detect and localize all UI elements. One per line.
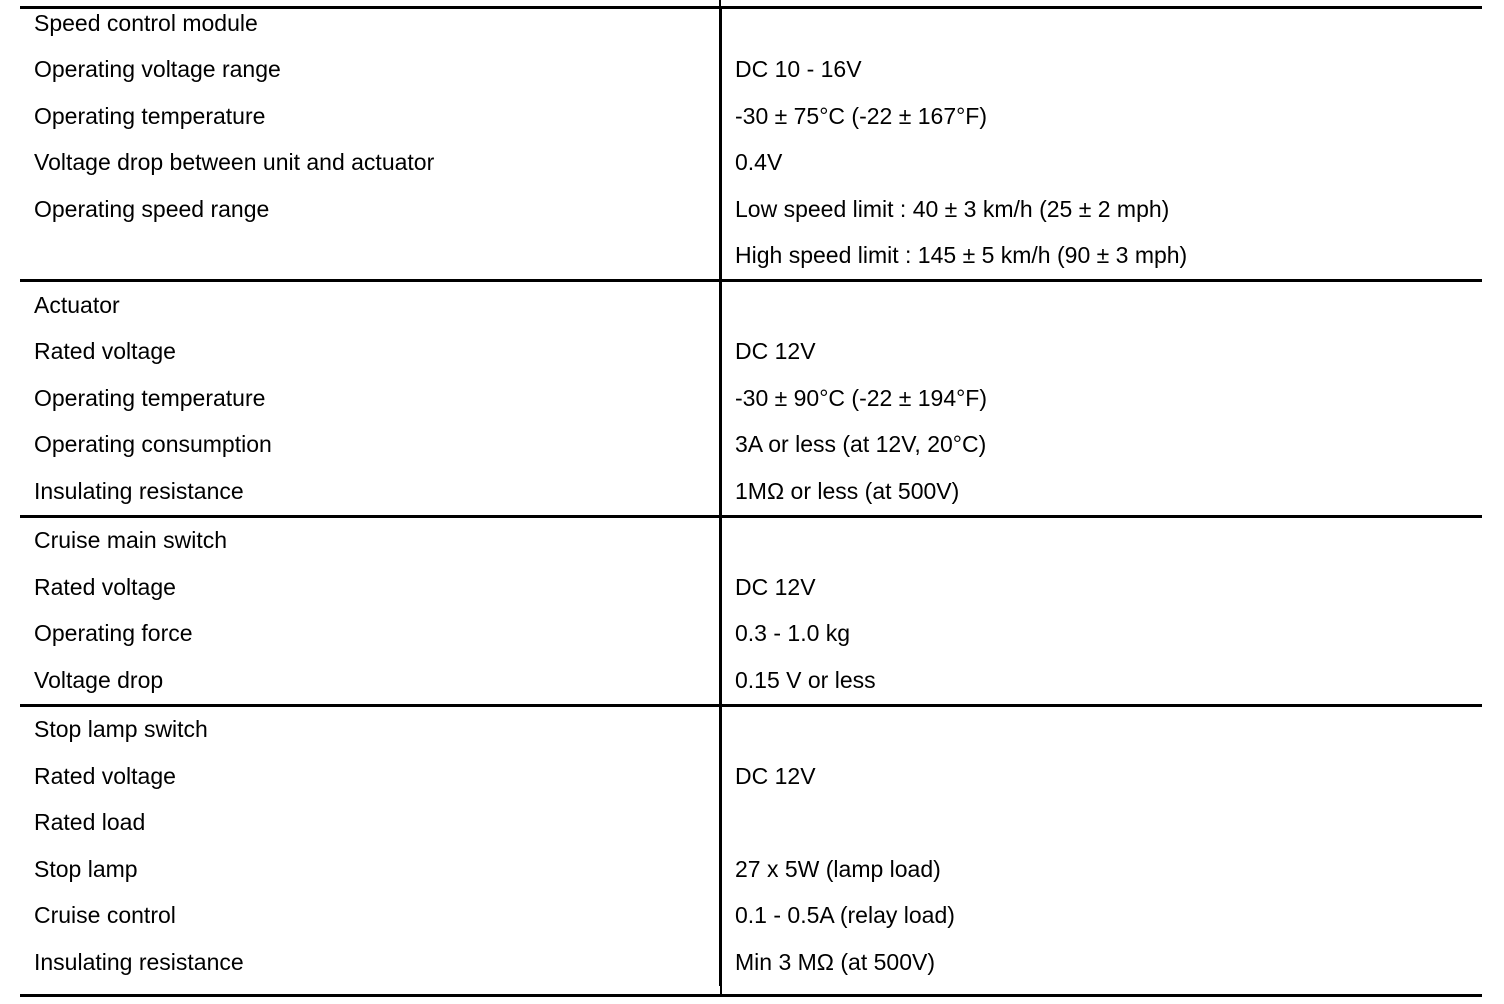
row-value: 0.3 - 1.0 kg [735,620,851,647]
table-row [20,516,1482,564]
table-row [20,846,1482,893]
row-item: Cruise main switch [20,516,720,564]
row-value: 0.1 - 0.5A (relay load) [735,902,955,929]
row-item: Rated voltage [20,329,720,376]
table-row [20,375,1482,422]
table-bottom-rule [20,994,1482,997]
row-value: 0.15 V or less [735,666,876,693]
row-value: 3A or less (at 12V, 20°C) [735,431,987,458]
table-row [20,233,1482,281]
table-top-rule [20,6,1482,9]
row-item: Operating voltage range [20,47,720,94]
column-divider [720,6,722,994]
row-value: Min 3 MΩ (at 500V) [735,948,935,975]
table-row [20,657,1482,705]
row-value [720,705,1482,753]
table-row [20,468,1482,516]
row-value: -30 ± 75°C (-22 ± 167°F) [735,102,988,129]
table-row [20,705,1482,753]
row-value: DC 12V [735,762,816,789]
specification-table [20,0,1482,986]
table-row [20,93,1482,140]
table-row [20,753,1482,800]
row-item: Insulating resistance [20,939,720,986]
row-value: High speed limit : 145 ± 5 km/h (90 ± 3 mph) [735,242,1188,269]
table-row [20,611,1482,658]
row-value: 1MΩ or less (at 500V) [735,477,960,504]
row-item: Operating consumption [20,422,720,469]
row-item: Rated voltage [20,564,720,611]
row-value: DC 12V [735,338,816,365]
row-value [720,516,1482,564]
table-row [20,800,1482,847]
row-item: Voltage drop [20,657,720,705]
row-item: Actuator [20,281,720,329]
table-row [20,939,1482,986]
row-item: Insulating resistance [20,468,720,516]
row-item: Speed control module [20,0,720,47]
table-row [20,564,1482,611]
table-row [20,186,1482,233]
row-item: Operating speed range [20,186,720,233]
row-value: DC 12V [735,573,816,600]
row-item: Voltage drop between unit and actuator [20,140,720,187]
table-row [20,893,1482,940]
table-row [20,281,1482,329]
table-row [20,329,1482,376]
table-row [20,140,1482,187]
row-value [720,281,1482,329]
table-row [20,47,1482,94]
table-body [20,0,1482,986]
row-item: Rated voltage [20,753,720,800]
row-value: -30 ± 90°C (-22 ± 194°F) [735,384,988,411]
row-item: Operating force [20,611,720,658]
row-item: Cruise control [20,893,720,940]
row-item [20,233,720,281]
row-value: Low speed limit : 40 ± 3 km/h (25 ± 2 mph) [735,195,1170,222]
row-value: DC 10 - 16V [735,56,862,83]
row-item: Stop lamp switch [20,705,720,753]
row-item: Operating temperature [20,93,720,140]
table-row [20,422,1482,469]
row-value: 0.4V [735,149,783,176]
row-item: Rated load [20,800,720,847]
row-item: Operating temperature [20,375,720,422]
row-value [720,800,1482,847]
row-item: Stop lamp [20,846,720,893]
row-value: 27 x 5W (lamp load) [735,855,941,882]
